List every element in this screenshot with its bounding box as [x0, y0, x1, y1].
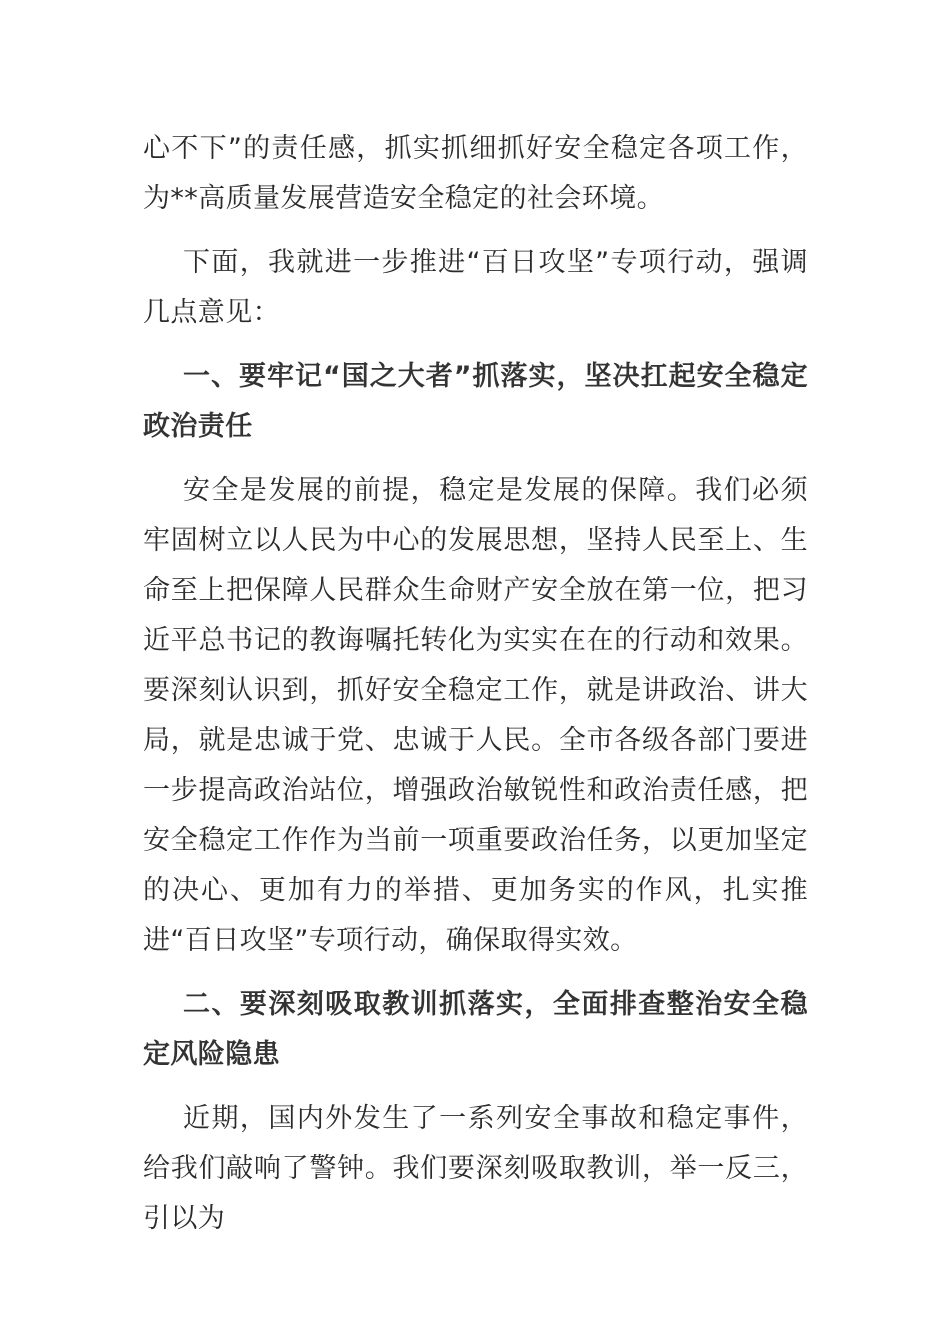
- paragraph-section-1-body: 安全是发展的前提，稳定是发展的保障。我们必须牢固树立以人民为中心的发展思想，坚持人民至上、生命至上把保障人民群众生命财产安全放在第一位，把习近平总书记的教诲嘱托转化为实实在在的行动和效果。要深刻认识到，抓好安全稳定工作，就是讲政治、讲大局，就是忠诚于党、忠诚于人民。全市各级各部门要进一步提高政治站位，增强政治敏锐性和政治责任感，把安全稳定工作作为当前一项重要政治任务，以更加坚定的决心、更加有力的举措、更加务实的作风，扎实推进“百日攻坚”专项行动，确保取得实效。: [143, 475, 808, 956]
- paragraph-intro: 下面，我就进一步推进“百日攻坚”专项行动，强调几点意见：: [143, 247, 808, 328]
- section-heading-2: 二、要深刻吸取教训抓落实，全面排查整治安全稳定风险隐患: [143, 989, 808, 1070]
- paragraph-section-2-body: 近期，国内外发生了一系列安全事故和稳定事件，给我们敲响了警钟。我们要深刻吸取教训，举一反三，引以为: [143, 1103, 808, 1234]
- paragraph-continuation: 心不下”的责任感，抓实抓细抓好安全稳定各项工作，为**高质量发展营造安全稳定的社会环境。: [143, 133, 808, 214]
- section-heading-1: 一、要牢记“国之大者”抓落实，坚决扛起安全稳定政治责任: [143, 361, 808, 442]
- document-page: [143, 124, 808, 1244]
